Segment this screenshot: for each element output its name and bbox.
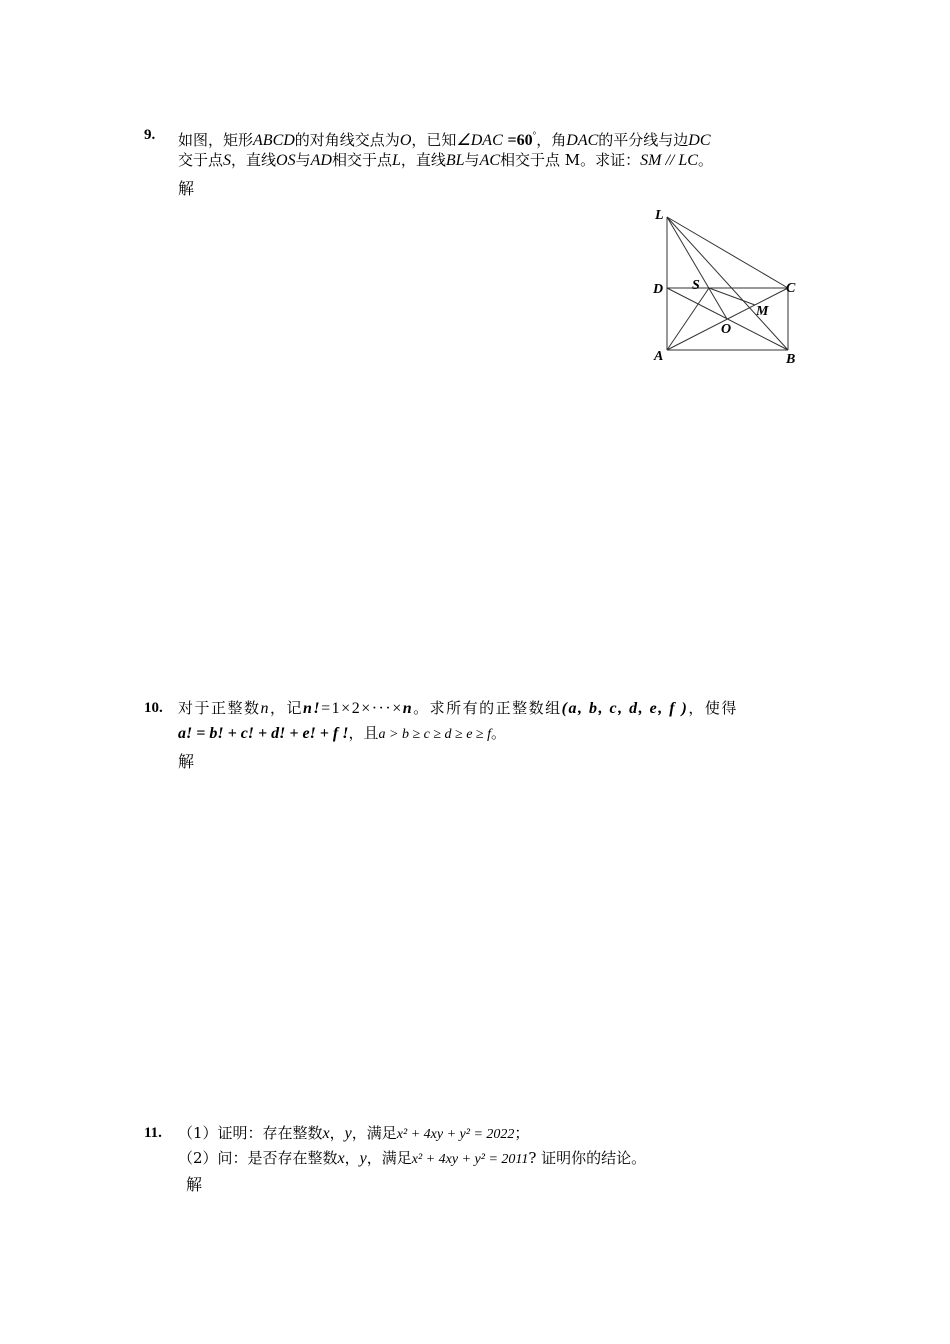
- problem-number: 10.: [144, 700, 163, 716]
- problem-number: 11.: [144, 1125, 162, 1141]
- problem-number: 9.: [144, 127, 156, 143]
- label-B: B: [786, 352, 796, 367]
- label-O: O: [721, 322, 732, 337]
- answer-label: 解: [186, 1175, 203, 1194]
- label-L: L: [655, 208, 664, 223]
- label-M: M: [756, 304, 769, 319]
- segment-LC: [667, 217, 788, 288]
- answer-label: 解: [178, 179, 195, 198]
- problem-10: [144, 697, 814, 777]
- problem-text-line-2: a! = b! + c! + d! + e! + f !，且a > b ≥ c ≥ d ≥ e ≥ f。: [178, 724, 507, 742]
- answer-label: 解: [178, 752, 195, 771]
- geometry-figure: [645, 202, 815, 372]
- segment-SM: [709, 288, 755, 305]
- problem-text-line-1: 对于正整数n，记n!=1×2×···×n。求所有的正整数组(a, b, c, d, e, f )，使得: [178, 699, 738, 717]
- label-C: C: [786, 281, 796, 296]
- label-S: S: [692, 278, 700, 293]
- problem-text-line-2: 交于点S，直线OS与AD相交于点L，直线BL与AC相交于点 M。求证：SM // LC。: [178, 151, 713, 169]
- segment-AS: [667, 288, 709, 350]
- problem-part-2: （2）问：是否存在整数x，y，满足x² + 4xy + y² = 2011? 证明你的结论。: [178, 1149, 647, 1167]
- problem-part-1: （1）证明：存在整数x，y，满足x² + 4xy + y² = 2022；: [178, 1124, 530, 1142]
- problem-11: [144, 1122, 814, 1202]
- problem-text-line-1: 如图，矩形ABCD的对角线交点为O，已知∠DAC =60°，角DAC的平分线与边DC: [178, 130, 711, 149]
- label-A: A: [654, 349, 664, 364]
- label-D: D: [653, 282, 664, 297]
